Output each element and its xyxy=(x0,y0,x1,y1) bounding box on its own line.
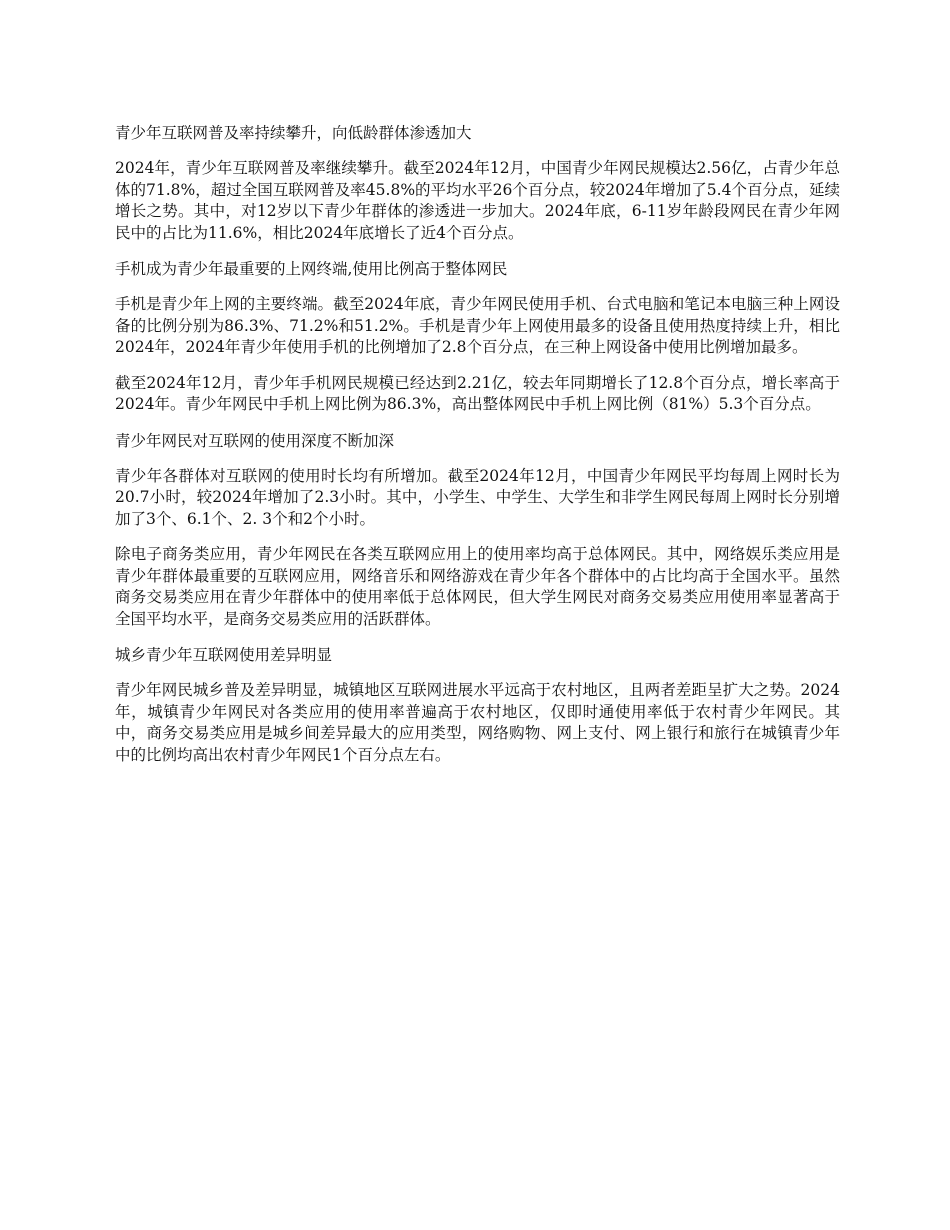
section-heading: 青少年网民对互联网的使用深度不断加深 xyxy=(115,431,395,450)
section-heading: 城乡青少年互联网使用差异明显 xyxy=(115,646,333,664)
section-heading: 青少年互联网普及率持续攀升，向低龄群体渗透加大 xyxy=(115,124,472,142)
paragraph: 2024年，青少年互联网普及率继续攀升。截至2024年12月，中国青少年网民规模达2.56亿，占青少年总体的71.8%，超过全国互联网普及率45.8%的平均水平26个百分点，较2024年增加了5.4个百分点，延续增长之势。其中，对12岁以下青少年群体的渗透进一步加大。2024年底，6-11岁年龄段网民在青少年网民中的占比为11.6%，相比2024年底增长了近4个百分点。 xyxy=(115,159,840,242)
document-body xyxy=(115,122,840,780)
paragraph: 截至2024年12月，青少年手机网民规模已经达到2.21亿，较去年同期增长了12.8个百分点，增长率高于2024年。青少年网民中手机上网比例为86.3%，高出整体网民中手机上网比例（81%）5.3个百分点。 xyxy=(115,373,840,413)
paragraph: 青少年网民城乡普及差异明显，城镇地区互联网进展水平远高于农村地区，且两者差距呈扩大之势。2024年，城镇青少年网民对各类应用的使用率普遍高于农村地区，仅即时通使用率低于农村青少年网民。其中，商务交易类应用是城乡间差异最大的应用类型，网络购物、网上支付、网上银行和旅行在城镇青少年中的比例均高出农村青少年网民1个百分点左右。 xyxy=(115,681,840,764)
paragraph: 青少年各群体对互联网的使用时长均有所增加。截至2024年12月，中国青少年网民平均每周上网时长为20.7小时，较2024年增加了2.3小时。其中，小学生、中学生、大学生和非学生网民每周上网时长分别增加了3个、6.1个、2. 3个和2个小时。 xyxy=(115,466,840,528)
paragraph: 除电子商务类应用，青少年网民在各类互联网应用上的使用率均高于总体网民。其中，网络娱乐类应用是青少年群体最重要的互联网应用，网络音乐和网络游戏在青少年各个群体中的占比均高于全国水平。虽然商务交易类应用在青少年群体中的使用率低于总体网民，但大学生网民对商务交易类应用使用率显著高于全国平均水平，是商务交易类应用的活跃群体。 xyxy=(115,545,840,628)
paragraph: 手机是青少年上网的主要终端。截至2024年底，青少年网民使用手机、台式电脑和笔记本电脑三种上网设备的比例分别为86.3%、71.2%和51.2%。手机是青少年上网使用最多的设备且使用热度持续上升，相比2024年，2024年青少年使用手机的比例增加了2.8个百分点，在三种上网设备中使用比例增加最多。 xyxy=(115,295,840,356)
section-heading: 手机成为青少年最重要的上网终端,使用比例高于整体网民 xyxy=(115,260,508,278)
